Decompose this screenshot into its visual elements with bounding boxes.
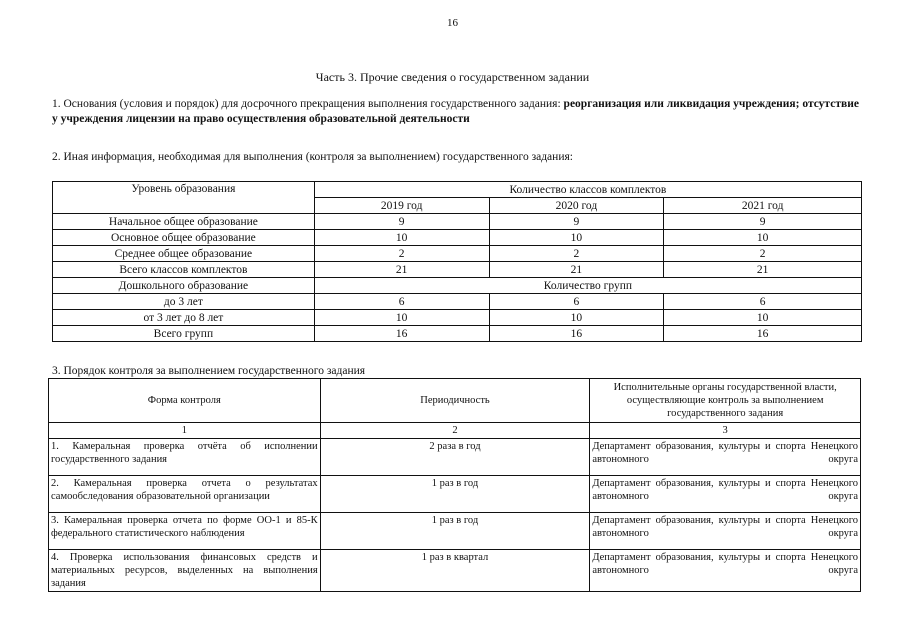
section-3-heading: 3. Порядок контроля за выполнением государственного задания — [52, 365, 366, 377]
education-level-label: Основное общее образование — [53, 230, 315, 246]
classes-header: Количество классов комплектов — [314, 182, 861, 198]
table-row — [53, 294, 862, 310]
group-age-label: от 3 лет до 8 лет — [53, 310, 315, 326]
value-cell: 9 — [314, 214, 489, 230]
value-cell: 6 — [664, 294, 862, 310]
table-row — [49, 439, 861, 476]
value-cell: 6 — [489, 294, 664, 310]
column-number: 1 — [49, 423, 321, 439]
control-organ-header: Исполнительные органы государственной власти, осуществляющие контроль за выполнением государственного задания — [590, 379, 861, 423]
value-cell: 2 — [664, 246, 862, 262]
value-cell: 21 — [664, 262, 862, 278]
control-form-cell: 3. Камеральная проверка отчета по форме ОО-1 и 85-К федерального статистического наблюдения — [49, 513, 321, 550]
education-level-label: Начальное общее образование — [53, 214, 315, 230]
year-header: 2021 год — [664, 198, 862, 214]
periodicity-cell: 1 раз в квартал — [320, 550, 590, 592]
value-cell: 21 — [489, 262, 664, 278]
part-title: Часть 3. Прочие сведения о государственном задании — [315, 70, 590, 84]
value-cell: 6 — [314, 294, 489, 310]
page-number: 16 — [447, 17, 458, 29]
value-cell: 10 — [489, 310, 664, 326]
table-row — [53, 246, 862, 262]
section-2-heading: 2. Иная информация, необходимая для выполнения (контроля за выполнением) государственного задания: — [52, 151, 573, 163]
year-header: 2020 год — [489, 198, 664, 214]
periodicity-header: Периодичность — [320, 379, 590, 423]
control-organ-cell: Департамент образования, культуры и спорта Ненецкого автономного округа — [590, 513, 861, 550]
group-age-label: Всего групп — [53, 326, 315, 342]
year-header: 2019 год — [314, 198, 489, 214]
value-cell: 2 — [489, 246, 664, 262]
education-levels-table — [52, 181, 862, 342]
column-number: 3 — [590, 423, 861, 439]
level-header: Уровень образования — [53, 182, 315, 214]
section-1-paragraph — [52, 97, 862, 127]
control-form-cell: 2. Камеральная проверка отчета о результатах самообследования образовательной организации — [49, 476, 321, 513]
value-cell: 16 — [489, 326, 664, 342]
table-row — [53, 326, 862, 342]
value-cell: 10 — [489, 230, 664, 246]
table-row — [53, 230, 862, 246]
table-row — [53, 262, 862, 278]
value-cell: 9 — [489, 214, 664, 230]
value-cell: 21 — [314, 262, 489, 278]
groups-header: Количество групп — [314, 278, 861, 294]
value-cell: 9 — [664, 214, 862, 230]
control-form-cell: 1. Камеральная проверка отчёта об исполнении государственного задания — [49, 439, 321, 476]
value-cell: 16 — [314, 326, 489, 342]
value-cell: 10 — [664, 230, 862, 246]
control-organ-cell: Департамент образования, культуры и спорта Ненецкого автономного округа — [590, 439, 861, 476]
periodicity-cell: 2 раза в год — [320, 439, 590, 476]
section-1-bold-text: реорганизация или ликвидация учреждения; отсутствие у учреждения лицензии на право осуществления образовательной деятельности — [52, 98, 859, 125]
group-age-label: до 3 лет — [53, 294, 315, 310]
value-cell: 10 — [314, 310, 489, 326]
table-row — [49, 476, 861, 513]
control-organ-cell: Департамент образования, культуры и спорта Ненецкого автономного округа — [590, 476, 861, 513]
control-form-header: Форма контроля — [49, 379, 321, 423]
table-row — [53, 310, 862, 326]
education-level-label: Всего классов комплектов — [53, 262, 315, 278]
value-cell: 10 — [664, 310, 862, 326]
section-1-text: 1. Основания (условия и порядок) для досрочного прекращения выполнения государственного задания: — [52, 98, 564, 110]
periodicity-cell: 1 раз в год — [320, 513, 590, 550]
education-level-label: Среднее общее образование — [53, 246, 315, 262]
value-cell: 2 — [314, 246, 489, 262]
column-number: 2 — [320, 423, 590, 439]
preschool-label: Дошкольного образование — [53, 278, 315, 294]
table-row — [49, 513, 861, 550]
control-table — [48, 378, 861, 592]
table-row — [49, 550, 861, 592]
control-organ-cell: Департамент образования, культуры и спорта Ненецкого автономного округа — [590, 550, 861, 592]
value-cell: 16 — [664, 326, 862, 342]
control-form-cell: 4. Проверка использования финансовых средств и материальных ресурсов, выделенных на выполнения задания — [49, 550, 321, 592]
value-cell: 10 — [314, 230, 489, 246]
table-row — [53, 214, 862, 230]
periodicity-cell: 1 раз в год — [320, 476, 590, 513]
